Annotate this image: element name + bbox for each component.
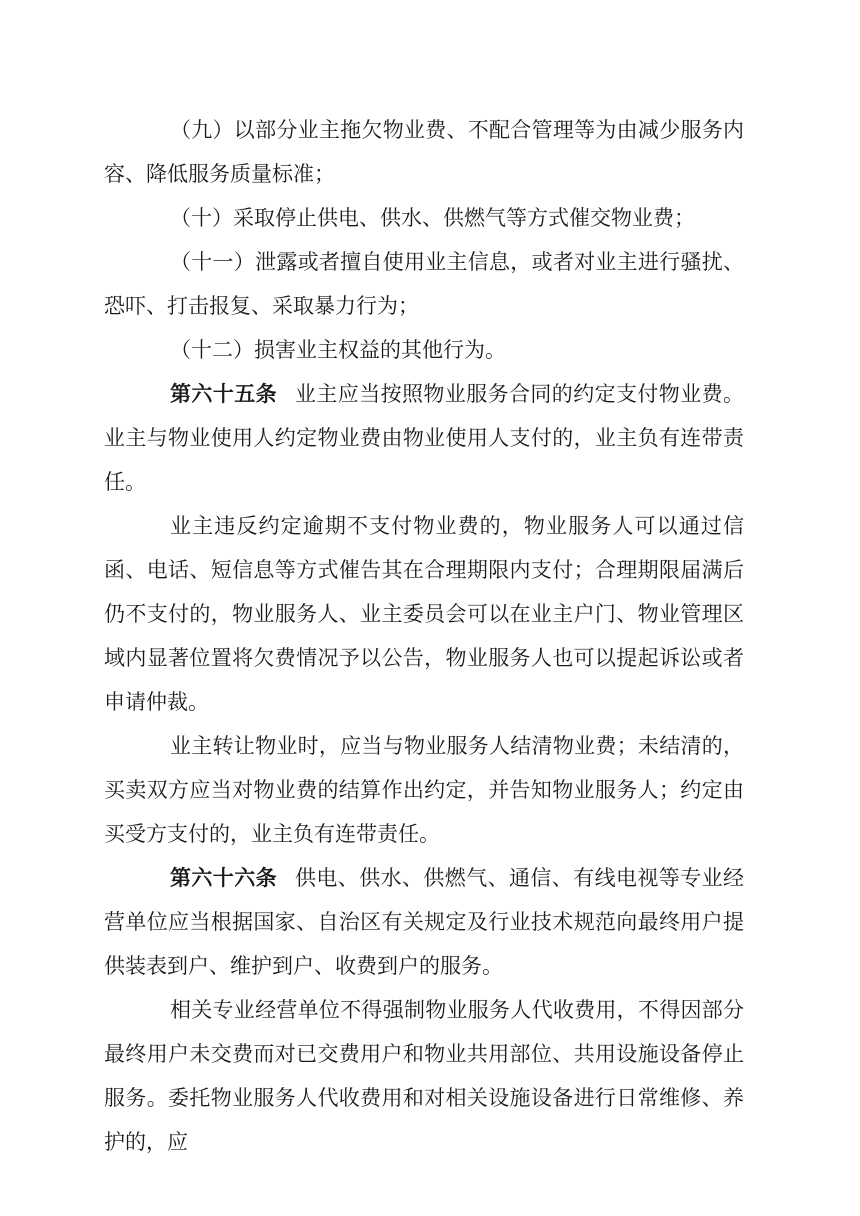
document-body	[104, 108, 744, 1164]
article-number: 第六十五条	[170, 382, 277, 406]
paragraph-text: （十二）损害业主权益的其他行为。	[170, 338, 506, 362]
paragraph-text: （十一）泄露或者擅自使用业主信息，或者对业主进行骚扰、恐吓、打击报复、采取暴力行为；	[104, 250, 744, 318]
paragraph-item-12	[104, 328, 744, 372]
paragraph-text: 业主违反约定逾期不支付物业费的，物业服务人可以通过信函、电话、短信息等方式催告其在合理期限内支付；合理期限届满后仍不支付的，物业服务人、业主委员会可以在业主户门、物业管理区域内显著位置将欠费情况予以公告，物业服务人也可以提起诉讼或者申请仲裁。	[104, 514, 744, 714]
paragraph-text: 相关专业经营单位不得强制物业服务人代收费用，不得因部分最终用户未交费而对已交费用户和物业共用部位、共用设施设备停止服务。委托物业服务人代收费用和对相关设施设备进行日常维修、养护的，应	[104, 998, 744, 1154]
article-66	[104, 856, 744, 988]
paragraph-text: 业主应当按照物业服务合同的约定支付物业费。业主与物业使用人约定物业费由物业使用人支付的，业主负有连带责任。	[104, 382, 744, 494]
paragraph-text: （九）以部分业主拖欠物业费、不配合管理等为由减少服务内容、降低服务质量标准；	[104, 118, 744, 186]
article-number: 第六十六条	[170, 866, 277, 890]
paragraph-text: （十）采取停止供电、供水、供燃气等方式催交物业费；	[170, 206, 695, 230]
paragraph-item-10	[104, 196, 744, 240]
paragraph-text: 业主转让物业时，应当与物业服务人结清物业费；未结清的，买卖双方应当对物业费的结算作出约定，并告知物业服务人；约定由买受方支付的，业主负有连带责任。	[104, 734, 744, 846]
paragraph-item-9	[104, 108, 744, 196]
article-66-paragraph-2	[104, 988, 744, 1164]
article-65-paragraph-2	[104, 504, 744, 724]
article-65-paragraph-3	[104, 724, 744, 856]
article-65	[104, 372, 744, 504]
paragraph-text: 供电、供水、供燃气、通信、有线电视等专业经营单位应当根据国家、自治区有关规定及行业技术规范向最终用户提供装表到户、维护到户、收费到户的服务。	[104, 866, 744, 978]
paragraph-item-11	[104, 240, 744, 328]
